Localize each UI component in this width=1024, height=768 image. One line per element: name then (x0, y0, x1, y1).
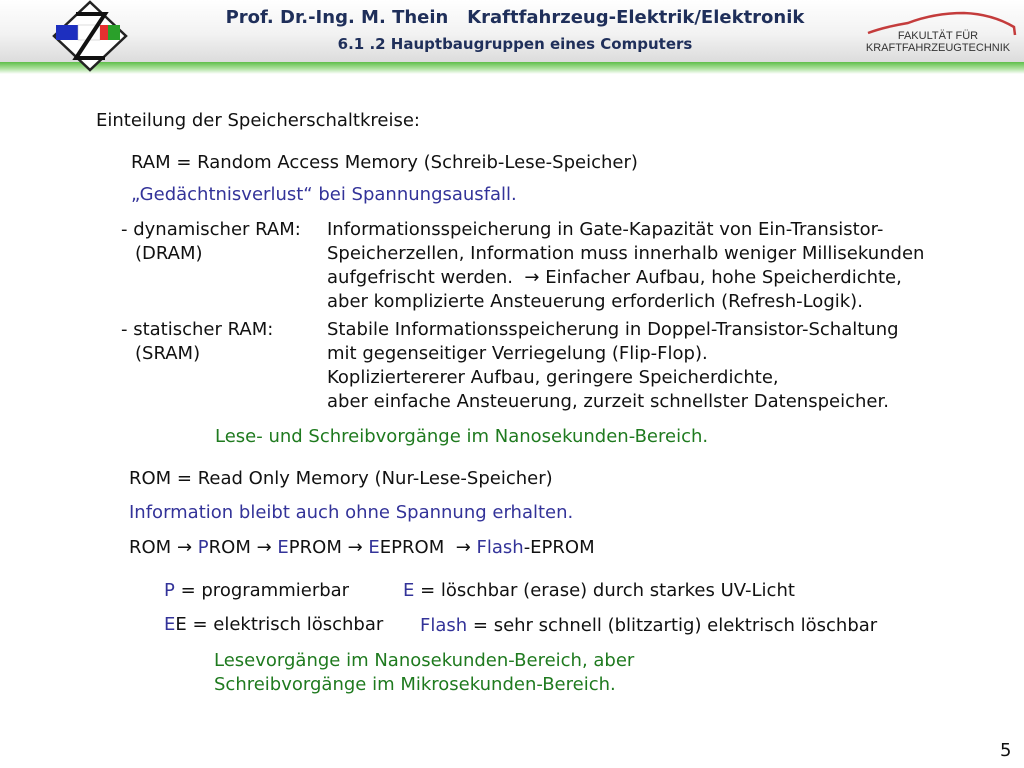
dram-line-4: aber komplizierte Ansteuerung erforderlich (Refresh-Logik). (327, 291, 863, 312)
def-ee-letter: E (164, 614, 176, 635)
chain-flash-rest: -EPROM (523, 537, 595, 558)
chain-eprom-rest: PROM (288, 537, 342, 558)
faculty-name-line2: KRAFTFAHRZEUGTECHNIK (865, 42, 1011, 54)
ram-volatility-note: „Gedächtnisverlust“ bei Spannungsausfall. (131, 184, 517, 205)
def-e-letter: E (403, 580, 415, 601)
sram-abbr: (SRAM) (135, 343, 201, 364)
rom-speed-line-1: Lesevorgänge im Nanosekunden-Bereich, aber (214, 650, 635, 671)
chain-p-letter: P (197, 537, 209, 558)
header-subtitle: 6.1 .2 Hauptbaugruppen eines Computers (337, 35, 693, 53)
sram-line-3: Kopliziertererer Aufbau, geringere Speicherdichte, (327, 367, 779, 388)
dram-line-3: aufgefrischt werden. → Einfacher Aufbau, hohe Speicherdichte, (327, 267, 902, 288)
arrow-right-icon: → (176, 537, 193, 558)
rom-speed-line-2: Schreibvorgänge im Mikrosekunden-Bereich. (214, 674, 616, 695)
chain-prom-rest: ROM (208, 537, 251, 558)
dram-line-2: Speicherzellen, Information muss innerhalb weniger Millisekunden (327, 243, 925, 264)
dram-line-1: Informationsspeicherung in Gate-Kapazität von Ein-Transistor- (327, 219, 884, 240)
sram-line-1: Stabile Informationsspeicherung in Doppel-Transistor-Schaltung (327, 319, 899, 340)
section-heading: Einteilung der Speicherschaltkreise: (96, 110, 420, 131)
page-number: 5 (1000, 740, 1012, 761)
ram-speed-note: Lese- und Schreibvorgänge im Nanosekunden-Bereich. (215, 426, 709, 447)
faculty-logo (864, 5, 1019, 57)
def-erasable (403, 579, 795, 603)
def-p-letter: P (164, 580, 175, 601)
chain-flash: Flash (476, 537, 524, 558)
ram-title: RAM = Random Access Memory (Schreib-Lese-Speicher) (131, 152, 638, 173)
def-p-text: = programmierbar (174, 580, 350, 601)
def-flash-text: = sehr schnell (blitzartig) elektrisch löschbar (467, 615, 878, 636)
arrow-right-icon: → (256, 537, 272, 558)
def-flash-word: Flash (420, 615, 468, 636)
def-ee-text: E = elektrisch löschbar (175, 614, 384, 635)
rom-title: ROM = Read Only Memory (Nur-Lese-Speicher) (129, 468, 553, 489)
dram-abbr: (DRAM) (135, 243, 203, 264)
sram-line-4: aber einfache Ansteuerung, zurzeit schnellster Datenspeicher. (327, 391, 889, 412)
chain-eeprom-rest: EPROM (379, 537, 445, 558)
header-accent-bar (0, 62, 1024, 74)
chain-ee-letter: E (368, 537, 380, 558)
faculty-name-line1: FAKULTÄT FÜR (897, 30, 979, 42)
chain-rom: ROM (129, 537, 172, 558)
arrow-right-icon: → (455, 537, 471, 558)
university-logo-icon (50, 0, 130, 72)
sram-label: - statischer RAM: (121, 319, 274, 340)
def-e-text: = löschbar (erase) durch starkes UV-Licht (414, 580, 795, 601)
header-title: Prof. Dr.-Ing. M. Thein Kraftfahrzeug-Elektrik/Elektronik (225, 7, 805, 28)
def-flash (420, 614, 877, 638)
def-programmable (164, 579, 349, 603)
rom-evolution-chain (129, 536, 595, 560)
dram-label: - dynamischer RAM: (121, 219, 301, 240)
arrow-right-icon: → (347, 537, 363, 558)
chain-e-letter: E (277, 537, 289, 558)
sram-line-2: mit gegenseitiger Verriegelung (Flip-Flop). (327, 343, 708, 364)
rom-persistence-note: Information bleibt auch ohne Spannung erhalten. (129, 502, 574, 523)
def-electrically-erasable (164, 613, 383, 637)
